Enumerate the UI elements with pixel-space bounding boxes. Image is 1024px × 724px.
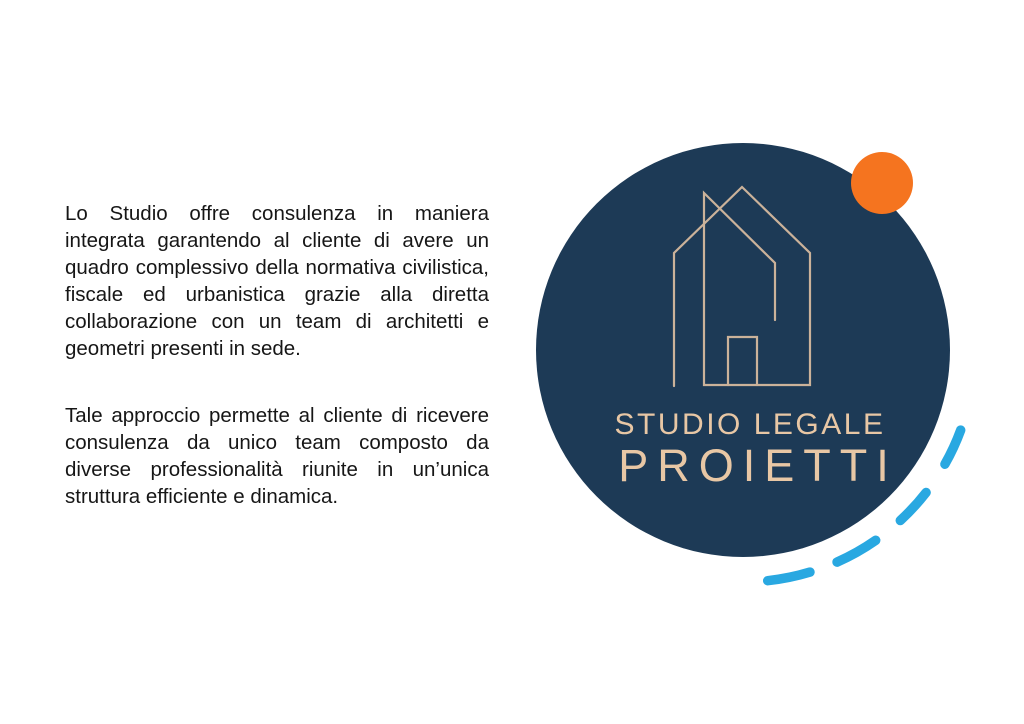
arc-dash-3 [837, 540, 876, 562]
logo-wordmark-line2: PROIETTI [618, 440, 898, 491]
orange-dot-icon [851, 152, 913, 214]
intro-paragraph-2: Tale approccio permette al cliente di ricevere consulenza da unico team composto da diverse professionalità riunite in un’unica struttura efficiente e dinamica. [65, 404, 489, 509]
logo-wordmark-line1: STUDIO LEGALE [614, 408, 886, 441]
arc-dash-2 [900, 493, 926, 521]
arc-dash-1 [945, 430, 961, 464]
arc-dash-4 [768, 572, 810, 581]
intro-paragraph-1: Lo Studio offre consulenza in maniera integrata garantendo al cliente di avere un quadro complessivo della normativa civilistica, fiscale ed urbanistica grazie alla diretta collaborazione con un team di architetti e geometri presenti in sede. [65, 202, 489, 360]
